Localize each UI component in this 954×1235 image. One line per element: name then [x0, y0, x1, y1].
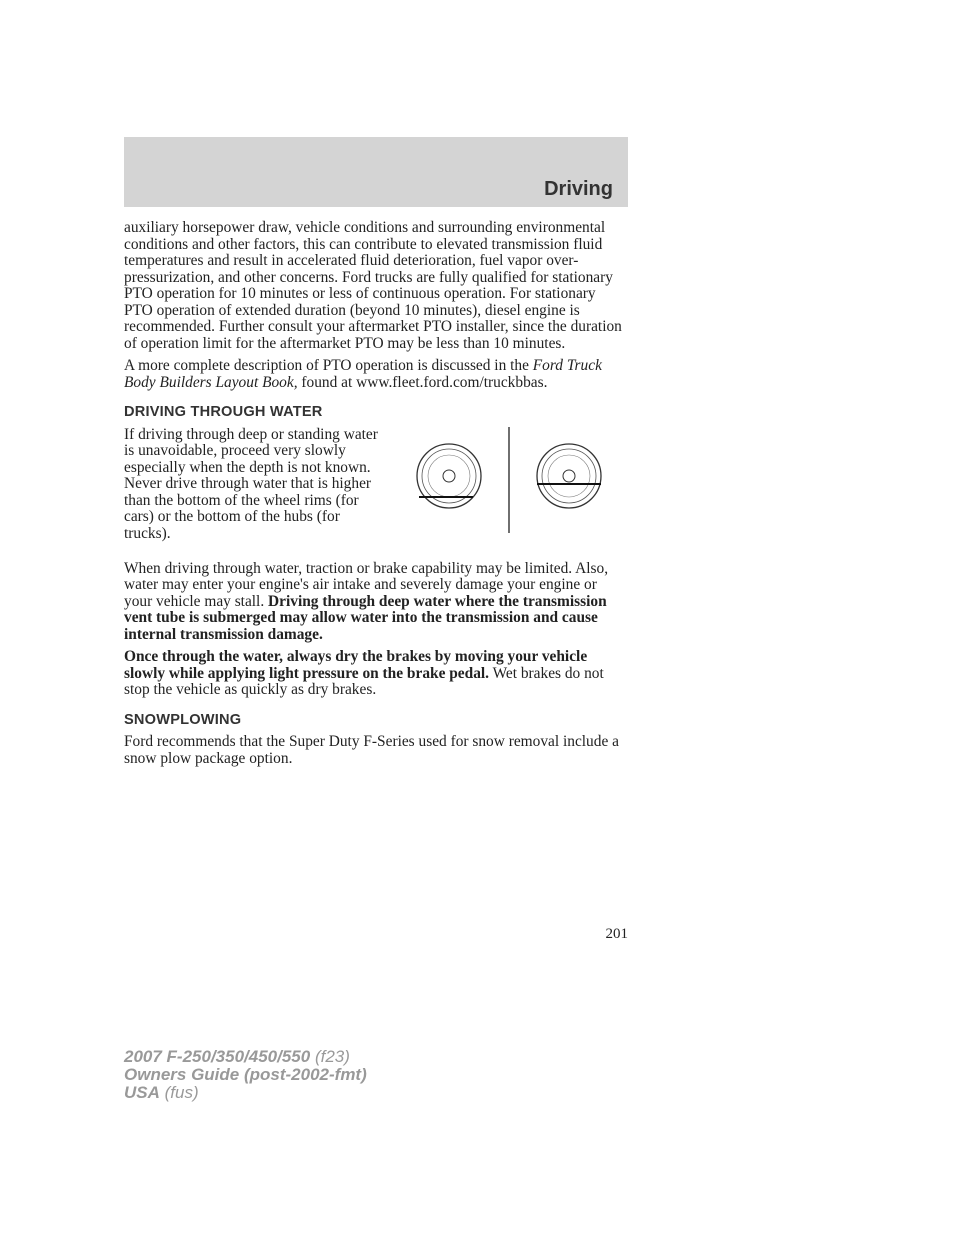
wheel-rim-water-level-icon [417, 444, 481, 508]
dry-brakes-warning: Once through the water, always dry the brakes by moving your vehicle slowly while applying light pressure on the brake pedal. [124, 648, 588, 682]
transmission-warning: Driving through deep water where the transmission vent tube is submerged may allow water into the transmission and cause internal transmission damage. [124, 592, 607, 643]
page-body [124, 220, 628, 773]
footer-guide: Owners Guide (post-2002-fmt) [124, 1065, 367, 1084]
footer-line-guide [124, 1066, 367, 1084]
footer-line-model [124, 1048, 367, 1066]
footer-line-region [124, 1084, 367, 1102]
wheel-water-level-illustration [411, 427, 611, 535]
heading-driving-through-water: DRIVING THROUGH WATER [124, 404, 323, 420]
footer-region-code: (fus) [159, 1083, 199, 1102]
wet-brakes-text: Wet brakes do not stop the vehicle as quickly as dry brakes. [124, 664, 604, 698]
wheel-hub-water-level-icon [537, 444, 601, 508]
pto-reference-text: A more complete description of PTO operation is discussed in the [124, 357, 533, 374]
paragraph-pto-continued: auxiliary horsepower draw, vehicle conditions and surrounding environmental conditions and other factors, this can contribute to elevated transmission fluid temperatures and result in accelerated fluid deterioration, fuel vapor over-pressurization, and other concerns. Ford trucks are fully qualified for stationary PTO operation for 10 minutes or less of continuous operation. For stationary PTO operation of extended duration (beyond 10 minutes), diesel engine is recommended. Further consult your aftermarket PTO installer, since the duration of operation limit for the aftermarket PTO may be less than 10 minutes. [124, 219, 622, 352]
heading-snowplowing: SNOWPLOWING [124, 711, 242, 728]
water-intro-block [124, 427, 628, 561]
footer-model: 2007 F-250/350/450/550 [124, 1047, 311, 1066]
document-footer [124, 1048, 367, 1102]
footer-model-code: (f23) [310, 1047, 350, 1066]
paragraph-dry-brakes [124, 649, 628, 699]
page-number: 201 [605, 926, 628, 942]
paragraph-pto-reference [124, 358, 628, 391]
traction-text: When driving through water, traction or brake capability may be limited. Also, water may enter your engine's air intake and severely damage your engine or your vehicle may stall. [124, 559, 609, 610]
section-title: Driving [544, 178, 613, 200]
paragraph-water-traction [124, 561, 628, 644]
paragraph-snowplowing: Ford recommends that the Super Duty F-Series used for snow removal include a snow plow package option. [124, 733, 619, 767]
water-intro-text: If driving through deep or standing water is unavoidable, proceed very slowly especially when the depth is not known. Never drive through water that is higher than the bottom of the wheel rims (for cars) or the bottom of the hubs (for trucks). [124, 425, 378, 542]
pto-reference-url: found at www.fleet.ford.com/truckbbas. [297, 373, 548, 391]
book-title: Ford Truck Body Builders Layout Book, [124, 357, 602, 391]
footer-region: USA [124, 1083, 160, 1102]
section-header-band [124, 137, 628, 207]
